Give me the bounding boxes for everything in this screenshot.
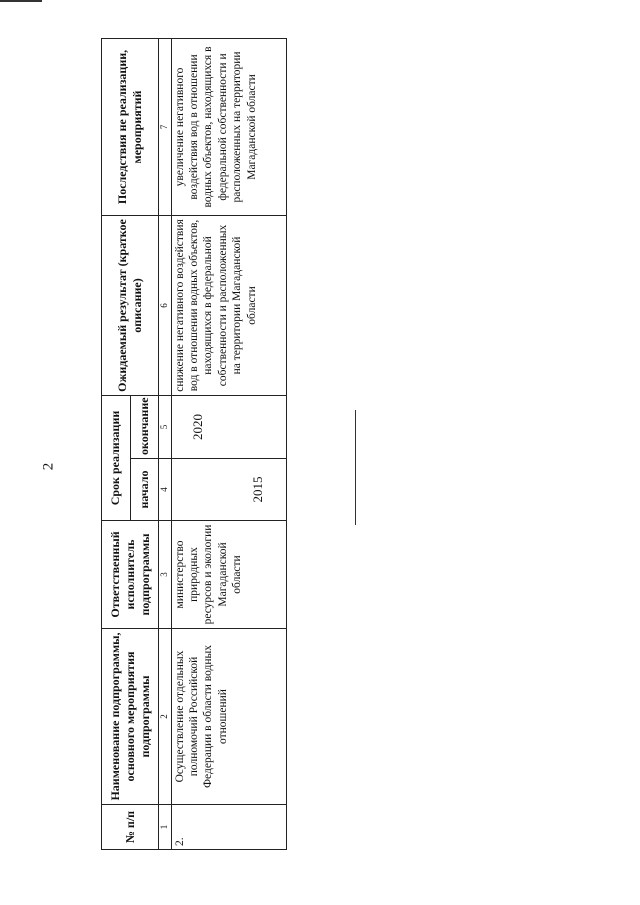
table-header-row: [102, 38, 131, 849]
measures-table-wrapper: [101, 39, 640, 846]
column-number-row: [159, 38, 171, 849]
header-end: окончание: [130, 395, 159, 458]
header-result: Ожидаемый результат (краткое описание): [102, 215, 159, 395]
cell-result: снижение негативного воздействия вод в отношении водных объектов, находящихся в федеральной собственности и расположенных на территории Магаданской области: [171, 215, 286, 395]
col-number: 4: [159, 459, 171, 521]
col-number: 6: [159, 215, 171, 395]
header-no: № п/п: [102, 805, 159, 850]
page-number: 2: [40, 462, 57, 471]
header-start: начало: [130, 459, 159, 521]
header-period: Срок реализации: [102, 395, 131, 520]
col-number: 1: [159, 805, 171, 850]
signature-line: [355, 410, 356, 525]
col-number: 7: [159, 38, 171, 215]
scan-corner-mark: [0, 0, 42, 7]
col-number: 5: [159, 395, 171, 458]
measures-table: [101, 38, 287, 850]
cell-name: Осуществление отдельных полномочий Российской Федерации в области водных отношений: [171, 629, 286, 805]
cell-executor: министерство природных ресурсов и экологии Магаданской области: [171, 521, 286, 629]
header-name: Наименование подпрограммы, основного мероприятия подпрограммы: [102, 629, 159, 805]
col-number: 3: [159, 521, 171, 629]
table-row: [171, 38, 286, 849]
col-number: 2: [159, 629, 171, 805]
cell-consequences: увеличение негативного воздействия вод в отношении водных объектов, находящихся в федеральной собственности и расположенных на территории Магаданской области: [171, 38, 286, 215]
header-executor: Ответственный исполнитель подпрограммы: [102, 521, 159, 629]
cell-end: 2020: [171, 395, 286, 458]
cell-start: 2015: [171, 459, 286, 521]
cell-no: 2.: [171, 805, 286, 850]
header-consequences: Последствия не реализации, мероприятий: [102, 38, 159, 215]
